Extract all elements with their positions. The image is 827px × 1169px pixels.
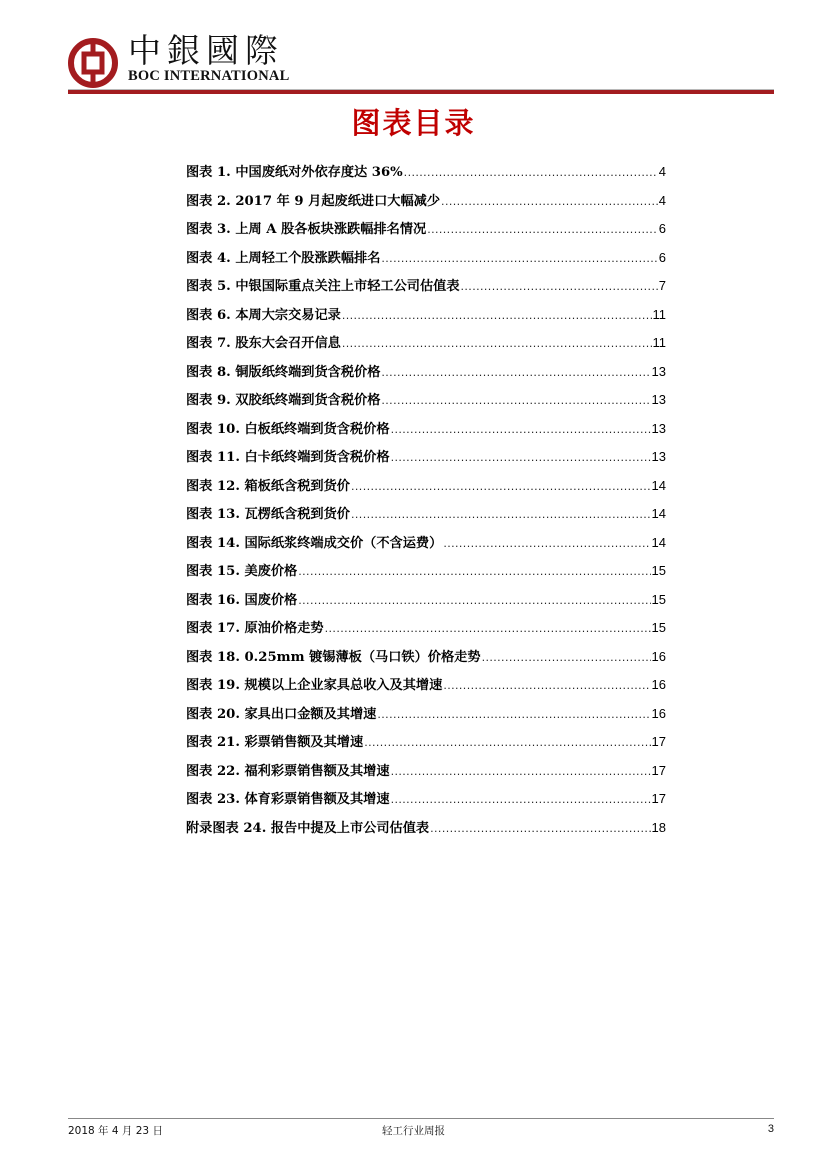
toc-entry-page: 15 xyxy=(651,591,666,607)
toc-dot-leader xyxy=(443,676,650,696)
toc-entry-label: 图表 10. 白板纸终端到货含税价格 xyxy=(186,421,390,437)
toc-entry-page: 11 xyxy=(652,335,666,350)
footer-divider xyxy=(68,1118,774,1119)
page-title: 图表目录 xyxy=(351,106,476,140)
toc-entry-page: 4 xyxy=(658,164,666,179)
toc-entry[interactable] xyxy=(186,416,666,445)
toc-entry[interactable] xyxy=(186,587,666,616)
toc-dot-leader xyxy=(377,705,650,725)
toc-dot-leader xyxy=(443,534,650,554)
toc-entry-label: 图表 22. 福利彩票销售额及其增速 xyxy=(186,763,390,779)
toc-entry-label: 图表 17. 原油价格走势 xyxy=(186,621,324,636)
toc-entry-label: 图表 6. 本周大宗交易记录 xyxy=(186,307,341,323)
toc-dot-leader xyxy=(441,192,658,212)
toc-entry[interactable] xyxy=(186,159,666,188)
toc-entry-page: 16 xyxy=(651,677,666,692)
toc-entry[interactable] xyxy=(186,188,666,217)
toc-entry-page: 15 xyxy=(651,620,666,635)
toc-dot-leader xyxy=(298,562,650,582)
toc-dot-leader xyxy=(351,477,651,497)
toc-entry-page: 6 xyxy=(658,221,666,236)
toc-entry-label: 图表 12. 箱板纸含税到货价 xyxy=(186,478,350,494)
toc-entry[interactable] xyxy=(186,444,666,473)
logo-chinese-name: 中銀國際 xyxy=(128,31,284,70)
toc-entry-page: 6 xyxy=(658,249,666,265)
toc-dot-leader xyxy=(381,249,657,269)
toc-entry[interactable] xyxy=(186,815,666,844)
toc-entry[interactable] xyxy=(186,558,666,587)
toc-entry-label: 图表 2. 2017 年 9 月起废纸进口大幅减少 xyxy=(186,193,441,209)
toc-dot-leader xyxy=(391,448,651,468)
toc-entry-label: 图表 16. 国废价格 xyxy=(186,592,298,608)
toc-entry[interactable] xyxy=(186,758,666,787)
table-of-contents xyxy=(186,159,666,843)
toc-entry-label: 图表 7. 股东大会召开信息 xyxy=(186,336,341,351)
toc-entry-page: 17 xyxy=(651,734,666,749)
toc-entry[interactable] xyxy=(186,273,666,302)
toc-entry-page: 14 xyxy=(651,477,666,493)
toc-entry-label: 图表 19. 规模以上企业家具总收入及其增速 xyxy=(186,678,443,693)
toc-entry-label: 图表 23. 体育彩票销售额及其增速 xyxy=(186,792,390,807)
toc-dot-leader xyxy=(381,363,650,383)
toc-entry-label: 图表 11. 白卡纸终端到货含税价格 xyxy=(186,450,390,465)
toc-entry-label: 附录图表 24. 报告中提及上市公司估值表 xyxy=(186,820,430,836)
toc-entry[interactable] xyxy=(186,672,666,701)
toc-entry-page: 14 xyxy=(651,534,666,550)
toc-dot-leader xyxy=(391,420,651,440)
toc-entry[interactable] xyxy=(186,245,666,274)
toc-entry[interactable] xyxy=(186,473,666,502)
toc-dot-leader xyxy=(482,648,651,668)
toc-dot-leader xyxy=(381,391,650,411)
toc-dot-leader xyxy=(404,163,658,183)
toc-dot-leader xyxy=(461,277,658,297)
toc-entry-page: 15 xyxy=(651,563,666,578)
logo-english-name: BOC INTERNATIONAL xyxy=(128,68,290,84)
toc-dot-leader xyxy=(430,819,650,839)
toc-dot-leader xyxy=(325,619,651,639)
toc-entry[interactable] xyxy=(186,530,666,559)
toc-entry[interactable] xyxy=(186,644,666,673)
boc-logo-icon xyxy=(68,38,118,88)
toc-entry-page: 13 xyxy=(651,449,666,464)
toc-entry-page: 13 xyxy=(651,392,666,407)
toc-entry-page: 14 xyxy=(651,506,666,521)
toc-entry-page: 17 xyxy=(651,791,666,806)
toc-dot-leader xyxy=(427,220,658,240)
footer-date: 2018 年 4 月 23 日 xyxy=(68,1125,163,1137)
toc-entry-page: 17 xyxy=(651,762,666,778)
toc-entry[interactable] xyxy=(186,302,666,331)
toc-dot-leader xyxy=(391,762,651,782)
toc-entry-label: 图表 5. 中银国际重点关注上市轻工公司估值表 xyxy=(186,279,460,294)
toc-entry[interactable] xyxy=(186,330,666,359)
toc-dot-leader xyxy=(364,733,650,753)
toc-dot-leader xyxy=(342,334,652,354)
toc-dot-leader xyxy=(342,306,652,326)
toc-entry-page: 18 xyxy=(651,819,666,835)
toc-entry[interactable] xyxy=(186,216,666,245)
toc-entry-label: 图表 3. 上周 A 股各板块涨跌幅排名情况 xyxy=(186,222,427,237)
toc-entry[interactable] xyxy=(186,359,666,388)
toc-entry[interactable] xyxy=(186,701,666,730)
toc-entry[interactable] xyxy=(186,501,666,530)
toc-entry-label: 图表 18. 0.25mm 镀锡薄板（马口铁）价格走势 xyxy=(186,649,481,665)
toc-entry-page: 13 xyxy=(651,363,666,379)
toc-entry-label: 图表 21. 彩票销售额及其增速 xyxy=(186,735,364,750)
footer-report-type: 轻工行业周报 xyxy=(382,1125,445,1137)
footer-page-number: 3 xyxy=(767,1123,774,1135)
header-divider xyxy=(68,90,774,94)
toc-entry-label: 图表 20. 家具出口金额及其增速 xyxy=(186,706,377,722)
toc-entry[interactable] xyxy=(186,729,666,758)
toc-entry[interactable] xyxy=(186,387,666,416)
toc-entry-label: 图表 9. 双胶纸终端到货含税价格 xyxy=(186,393,381,408)
toc-entry-label: 图表 4. 上周轻工个股涨跌幅排名 xyxy=(186,250,381,266)
toc-dot-leader xyxy=(351,505,651,525)
toc-entry-label: 图表 14. 国际纸浆终端成交价（不含运费） xyxy=(186,535,443,551)
toc-entry-label: 图表 15. 美废价格 xyxy=(186,564,298,579)
toc-entry-label: 图表 1. 中国废纸对外依存度达 36% xyxy=(186,165,403,180)
toc-entry[interactable] xyxy=(186,615,666,644)
toc-entry-page: 16 xyxy=(651,648,666,664)
toc-dot-leader xyxy=(298,591,650,611)
toc-entry-page: 13 xyxy=(651,420,666,436)
toc-dot-leader xyxy=(391,790,651,810)
toc-entry[interactable] xyxy=(186,786,666,815)
toc-entry-page: 16 xyxy=(651,705,666,721)
toc-entry-page: 4 xyxy=(658,192,666,208)
toc-entry-page: 7 xyxy=(658,278,666,293)
toc-entry-page: 11 xyxy=(652,306,666,322)
toc-entry-label: 图表 8. 铜版纸终端到货含税价格 xyxy=(186,364,381,380)
toc-entry-label: 图表 13. 瓦楞纸含税到货价 xyxy=(186,507,350,522)
